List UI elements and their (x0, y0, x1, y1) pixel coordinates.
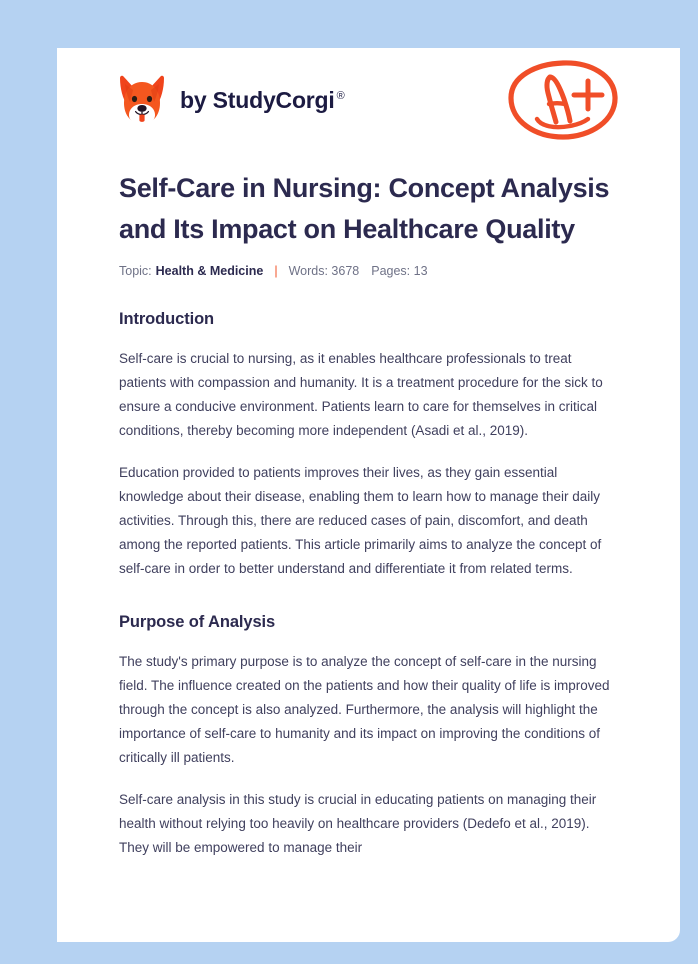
brand-name (180, 86, 345, 113)
page-title: Self-Care in Nursing: Concept Analysis and Its Impact on Healthcare Quality (119, 173, 610, 244)
document-sheet (57, 48, 680, 942)
document-header (57, 48, 680, 152)
topic-label: Topic: (119, 264, 152, 278)
meta-separator: | (274, 264, 278, 278)
word-count: Words: 3678 (288, 264, 360, 278)
paragraph: Self-care analysis in this study is crucial in educating patients on managing their health without relying too heavily on healthcare providers (Dedefo et al., 2019). They will be empowered to manage their (119, 791, 597, 855)
paragraph: Self-care is crucial to nursing, as it enables healthcare professionals to treat patients with compassion and humanity. It is a treatment procedure for the sick to ensure a conducive environment. Patients learn to care for themselves in critical conditions, thereby becoming more independent (Asadi et al., 2019). (119, 350, 603, 438)
paragraph: Education provided to patients improves their lives, as they gain essential knowledge about their disease, enabling them to learn how to manage their daily activities. Through this, there are reduced cases of pain, discomfort, and death among the reported patients. This article primarily aims to analyze the concept of self-care in order to better understand and differentiate it from related terms. (119, 464, 602, 576)
corgi-logo-icon (119, 75, 165, 125)
brand-lockup[interactable] (119, 75, 345, 125)
document-content (57, 310, 680, 860)
topic-link[interactable]: Health & Medicine (155, 264, 264, 278)
registered-trademark-icon: ® (336, 89, 345, 102)
page-count: Pages: 13 (371, 264, 428, 278)
section-heading-purpose-of-analysis: Purpose of Analysis (119, 612, 276, 631)
paragraph: The study's primary purpose is to analyze the concept of self-care in the nursing field. The influence created on the patients and how their quality of life is improved through the concept is also analyzed. Furthermore, the analysis will highlight the importance of self-care to humanity and its impact on improving the conditions of critically ill patients. (119, 653, 610, 765)
brand-prefix: by (180, 86, 213, 113)
brand-title: StudyCorgi (212, 86, 335, 113)
document-meta (57, 265, 680, 278)
section-heading-introduction: Introduction (119, 309, 215, 328)
a-plus-badge-icon (508, 57, 618, 143)
